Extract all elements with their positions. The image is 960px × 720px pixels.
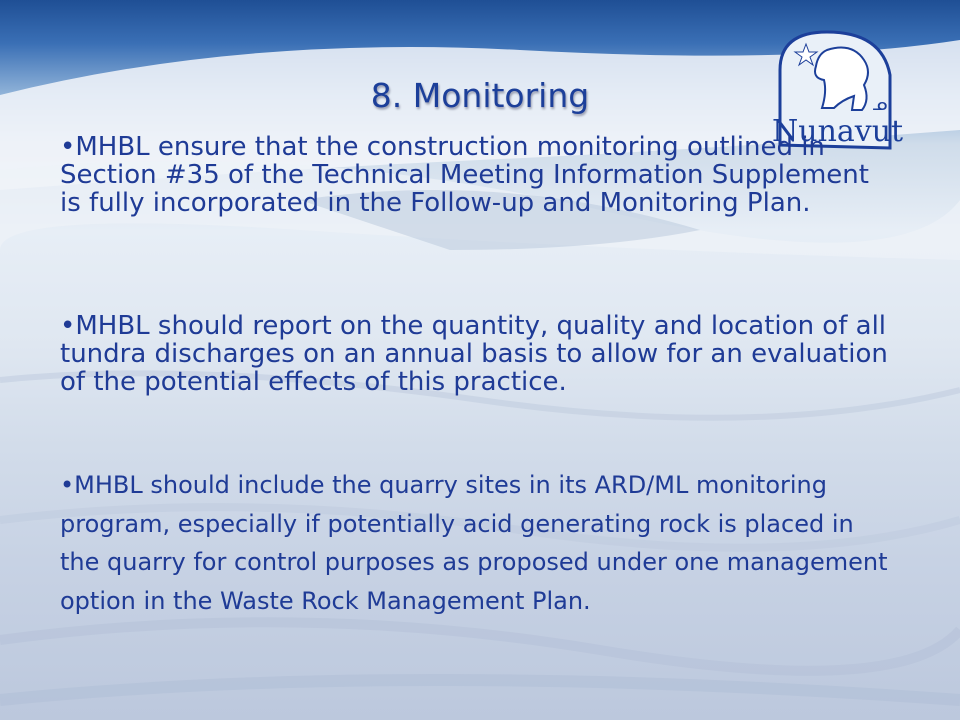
paragraph-text: MHBL should report on the quantity, quality and location of all tundra discharges on an annual basis to allow for an evaluation of the potential effects of this practice. [60, 311, 888, 397]
svg-text:ᓄ: ᓄ [872, 94, 888, 115]
paragraph-text: MHBL should include the quarry sites in its ARD/ML monitoring program, especially if potentially acid generating rock is placed in the quarry for control purposes as proposed under one management option in the Waste Rock Management Plan. [60, 471, 888, 615]
paragraph-text: MHBL ensure that the construction monitoring outlined in Section #35 of the Technical Meeting Information Supplement is fully incorporated in the Follow-up and Monitoring Plan. [60, 132, 869, 218]
bullet-paragraph [60, 312, 890, 396]
bullet-glyph: • [60, 471, 75, 499]
bullet-glyph: • [60, 311, 76, 341]
bullet-glyph: • [60, 132, 76, 162]
logo-text: Nunavut [772, 114, 904, 149]
bullet-paragraph [60, 133, 890, 217]
slide-title: 8. Monitoring [370, 76, 590, 115]
bullet-paragraph [60, 466, 890, 620]
